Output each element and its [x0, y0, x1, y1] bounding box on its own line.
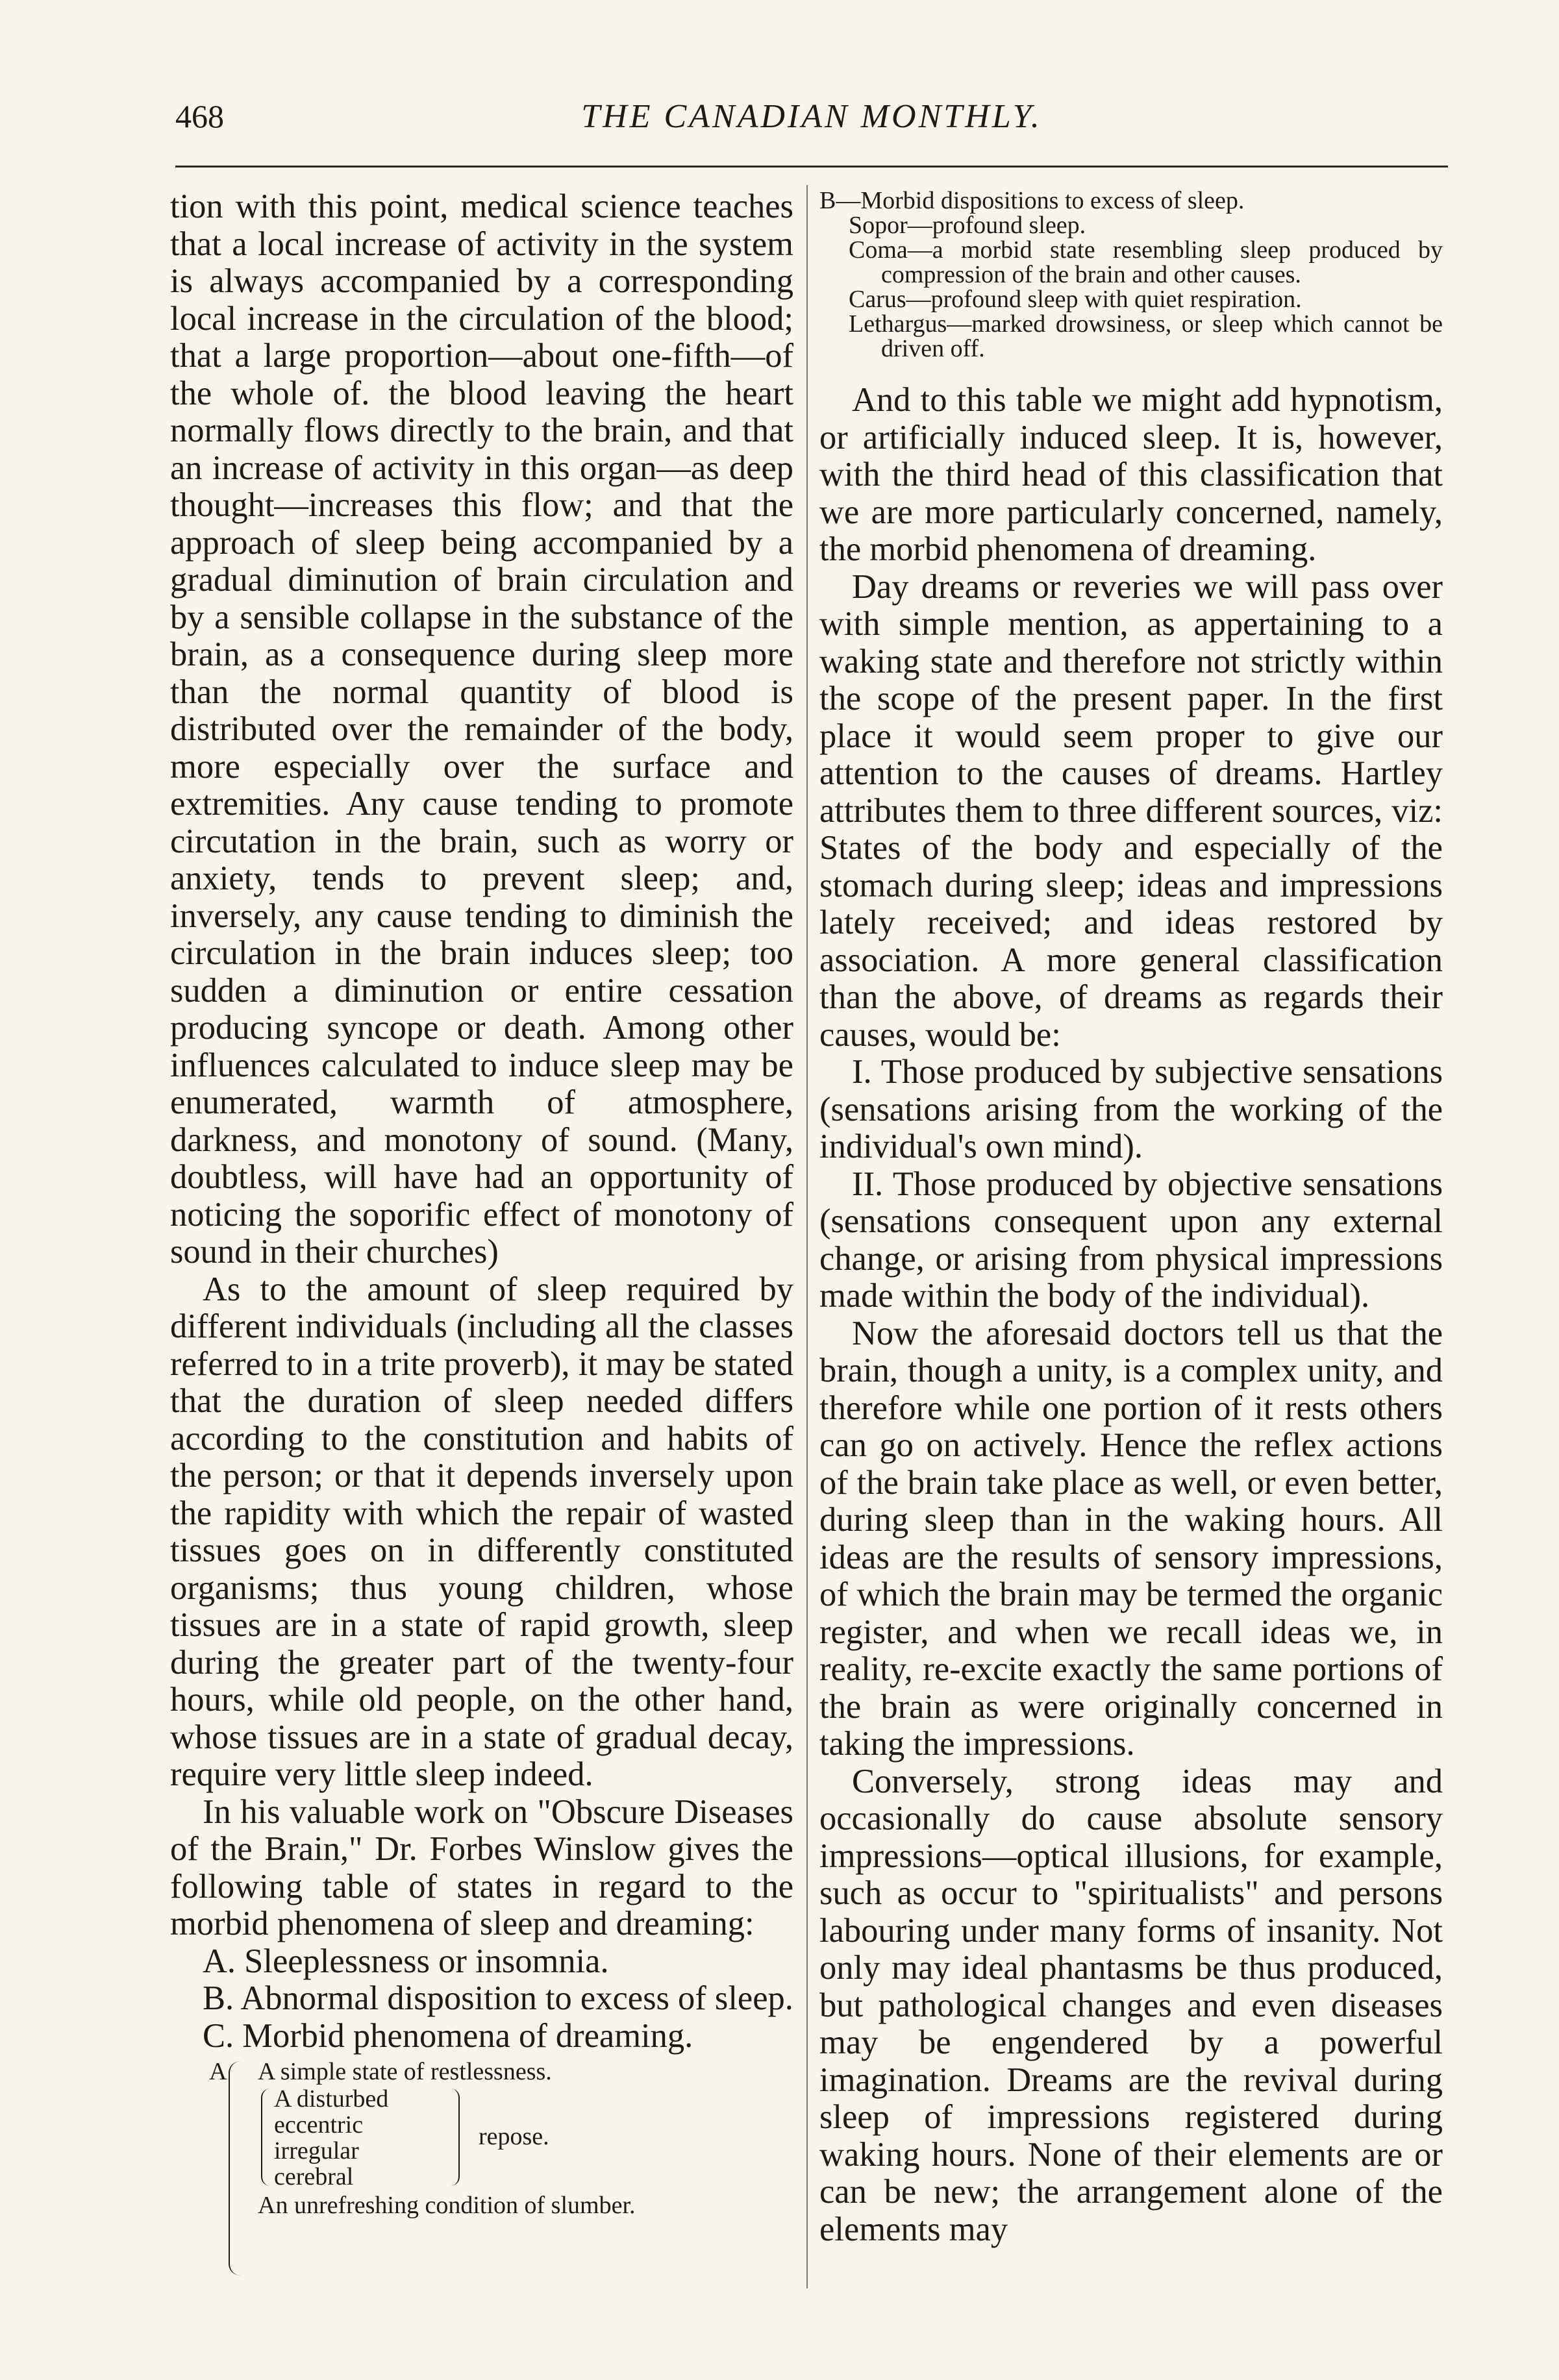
- paragraph: Conversely, strong ideas may and occasionally do cause absolute sensory impressions—optical illusions, for example, such as occur to "spiritualists" and persons labouring under many forms of insanity. Not only may ideal phantasms be thus produced, but pathological changes and even diseases may be engendered by a powerful imagination. Dreams are the revival during sleep of impressions registered during waking hours. None of their elements are or can be new; the arrangement alone of the elements may: [819, 1762, 1443, 2248]
- table-a-sleeplessness: [170, 2059, 793, 2286]
- table-a-inner-item: A disturbed: [274, 2085, 389, 2113]
- table-a-inner-item: eccentric: [274, 2111, 364, 2138]
- header-rule: [175, 166, 1448, 167]
- table-a-repose: repose.: [479, 2123, 549, 2150]
- table-b-item: Sopor—profound sleep.: [849, 212, 1086, 239]
- page-number: 468: [175, 98, 224, 134]
- paragraph: I. Those produced by subjective sensations (sensations arising from the working of the individual's own mind).: [819, 1053, 1443, 1165]
- column-divider: [806, 185, 808, 2288]
- page-header: [175, 97, 1448, 149]
- table-a-label: A: [209, 2058, 227, 2085]
- paragraph: Day dreams or reveries we will pass over with simple mention, as appertaining to a waking state and therefore not strictly within the scope of the present paper. In the first place it would seem proper to give our attention to the causes of dreams. Hartley attributes them to three different sources, viz: States of the body and especially of the stomach during sleep; ideas and impressions lately received; and ideas restored by association. A more general classification than the above, of dreams as regards their causes, would be:: [819, 567, 1443, 1054]
- table-a-first: A simple state of restlessness.: [258, 2058, 552, 2085]
- table-b-excess-sleep: [819, 188, 1443, 361]
- brace: [449, 2089, 460, 2186]
- table-a-last: An unrefreshing condition of slumber.: [258, 2192, 636, 2219]
- paragraph: As to the amount of sleep required by different individuals (including all the classes referred to in a trite proverb), it may be stated that the duration of sleep needed differs according to the constitution and habits of the person; or that it depends inversely upon the rapidity with which the repair of wasted tissues goes on in differently constituted organisms; thus young children, whose tissues are in a state of rapid growth, sleep during the greater part of the twenty-four hours, while old people, on the other hand, whose tissues are in a state of gradual decay, require very little sleep indeed.: [170, 1270, 793, 1793]
- brace: [229, 2061, 244, 2275]
- table-b-item: Lethargus—marked drowsiness, or sleep which cannot be driven off.: [849, 310, 1443, 362]
- table-a-inner-item: irregular: [274, 2137, 359, 2164]
- table-b-item: Carus—profound sleep with quiet respiration.: [849, 286, 1302, 313]
- list-item-c: C. Morbid phenomena of dreaming.: [203, 2016, 693, 2055]
- left-column: [170, 188, 793, 2298]
- paragraph: Now the aforesaid doctors tell us that the brain, though a unity, is a complex unity, and therefore while one portion of it rests others can go on actively. Hence the reflex actions of the brain take place as well, or even better, during sleep than in the waking hours. All ideas are the results of sensory impressions, of which the brain may be termed the organic register, and when we recall ideas we, in reality, re-excite exactly the same portions of the brain as were originally concerned in taking the impressions.: [819, 1314, 1443, 1763]
- paragraph: In his valuable work on "Obscure Diseases of the Brain," Dr. Forbes Winslow gives the following table of states in regard to the morbid phenomena of sleep and dreaming:: [170, 1792, 793, 1942]
- paragraph: tion with this point, medical science teaches that a local increase of activity in the system is always accompanied by a corresponding local increase in the circulation of the blood; that a large proportion—about one-fifth—of the whole of. the blood leaving the heart normally flows directly to the brain, and that an increase of activity in this organ—as deep thought—increases this flow; and that the approach of sleep being accompanied by a gradual diminution of brain circulation and by a sensible collapse in the substance of the brain, as a consequence during sleep more than the normal quantity of blood is distributed over the remainder of the body, more especially over the surface and extremities. Any cause tending to promote circutation in the brain, such as worry or anxiety, tends to prevent sleep; and, inversely, any cause tending to diminish the circulation in the brain induces sleep; too sudden a diminution or entire cessation producing syncope or death. Among other influences calculated to induce sleep may be enumerated, warmth of atmosphere, darkness, and monotony of sound. (Many, doubtless, will have had an opportunity of noticing the soporific effect of monotony of sound in their churches): [170, 188, 793, 1271]
- brace: [261, 2089, 271, 2186]
- table-a-inner-list: [274, 2086, 388, 2190]
- paragraph: II. Those produced by objective sensations (sensations consequent upon any external change, or arising from physical impressions made within the body of the individual).: [819, 1165, 1443, 1315]
- running-head: THE CANADIAN MONTHLY.: [581, 98, 1042, 135]
- paragraph: And to this table we might add hypnotism, or artificially induced sleep. It is, however, with the third head of this classification that we are more particularly concerned, namely, the morbid phenomena of dreaming.: [819, 381, 1443, 568]
- table-b-item: Coma—a morbid state resembling sleep produced by compression of the brain and other causes.: [849, 236, 1443, 288]
- table-b-head: B—Morbid dispositions to excess of sleep.: [819, 187, 1245, 214]
- table-a-inner-item: cerebral: [274, 2163, 354, 2190]
- list-item-a: A. Sleeplessness or insomnia.: [203, 1942, 609, 1980]
- list-item-b: B. Abnormal disposition to excess of sleep.: [203, 1979, 793, 2017]
- right-column: [819, 188, 1443, 2298]
